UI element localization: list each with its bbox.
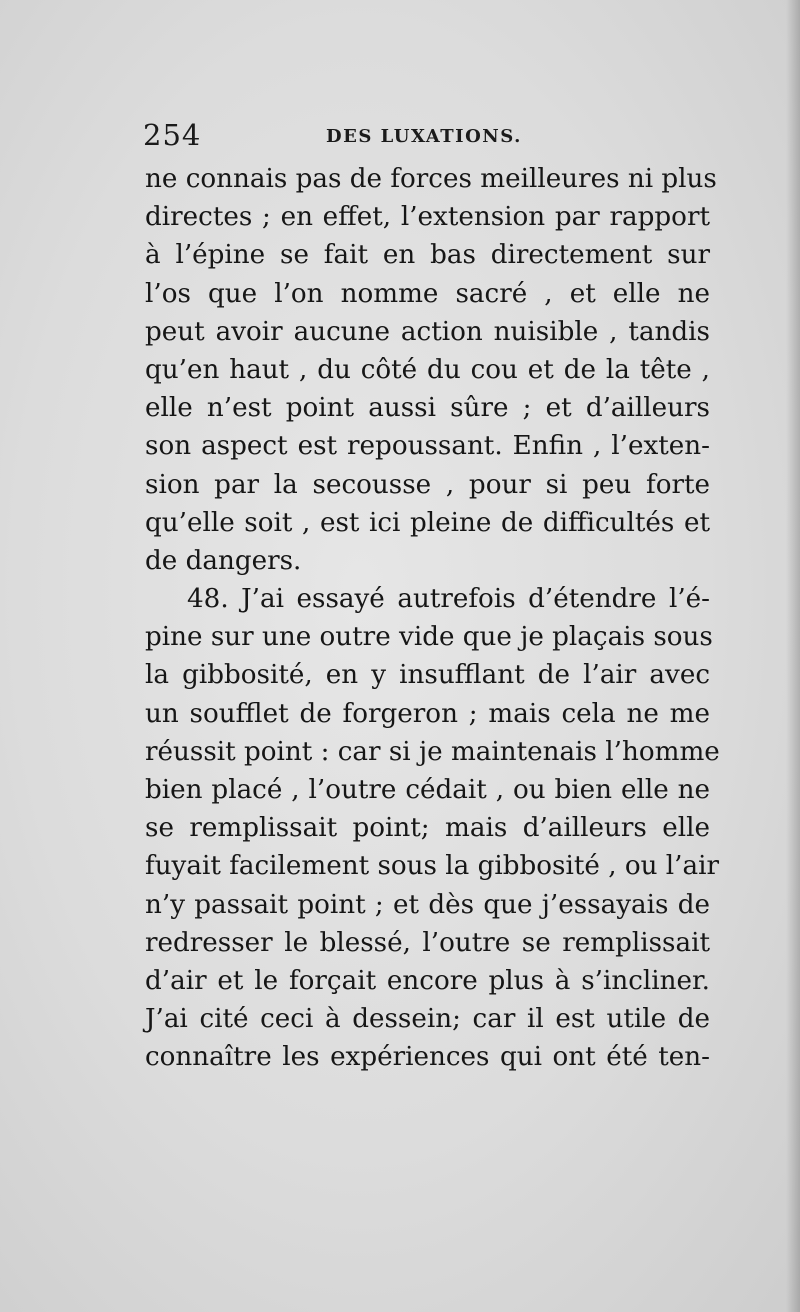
text-line: qu’en haut , du côté du cou et de la tête , (145, 354, 710, 385)
page-number: 254 (143, 118, 202, 152)
text-line: J’ai cité ceci à dessein; car il est utile de (145, 1004, 710, 1035)
text-line: elle n’est point aussi sûre ; et d’ailleurs (145, 393, 710, 424)
text-line: bien placé , l’outre cédait , ou bien elle ne (145, 775, 710, 805)
text-line: un soufflet de forgeron ; mais cela ne me (145, 698, 710, 729)
text-line: peut avoir aucune action nuisible , tandis (145, 316, 710, 347)
page-header (143, 118, 713, 154)
running-head: DES LUXATIONS. (326, 126, 522, 147)
text-line: sion par la secousse , pour si peu forte (145, 469, 710, 500)
text-line: à l’épine se fait en bas directement sur (145, 240, 710, 271)
text-line: redresser le blessé, l’outre se remplissait (145, 927, 710, 958)
text-line: la gibbosité, en y insufflant de l’air avec (145, 660, 710, 691)
text-line: qu’elle soit , est ici pleine de difficultés et (145, 507, 710, 538)
text-line: réussit point : car si je maintenais l’homme (145, 736, 720, 767)
paragraph-start-line: 48. J’ai essayé autrefois d’étendre l’é- (187, 584, 710, 615)
text-line: pine sur une outre vide que je plaçais sous (145, 622, 713, 653)
text-line: se remplissait point; mais d’ailleurs elle (145, 813, 710, 844)
text-line: d’air et le forçait encore plus à s’incliner. (145, 965, 710, 996)
text-line: l’os que l’on nomme sacré , et elle ne (145, 278, 710, 309)
text-line: ne connais pas de forces meilleures ni plus (145, 164, 717, 194)
text-line: directes ; en effet, l’extension par rapport (145, 202, 710, 233)
text-line: fuyait facilement sous la gibbosité , ou l’air (145, 851, 720, 882)
body-text (145, 160, 720, 1077)
text-line: n’y passait point ; et dès que j’essayais de (145, 889, 710, 920)
text-line: son aspect est repoussant. Enfin , l’exten- (145, 431, 710, 462)
text-line: connaître les expériences qui ont été ten- (145, 1042, 710, 1073)
paragraph-end-line: de dangers. (145, 545, 302, 576)
